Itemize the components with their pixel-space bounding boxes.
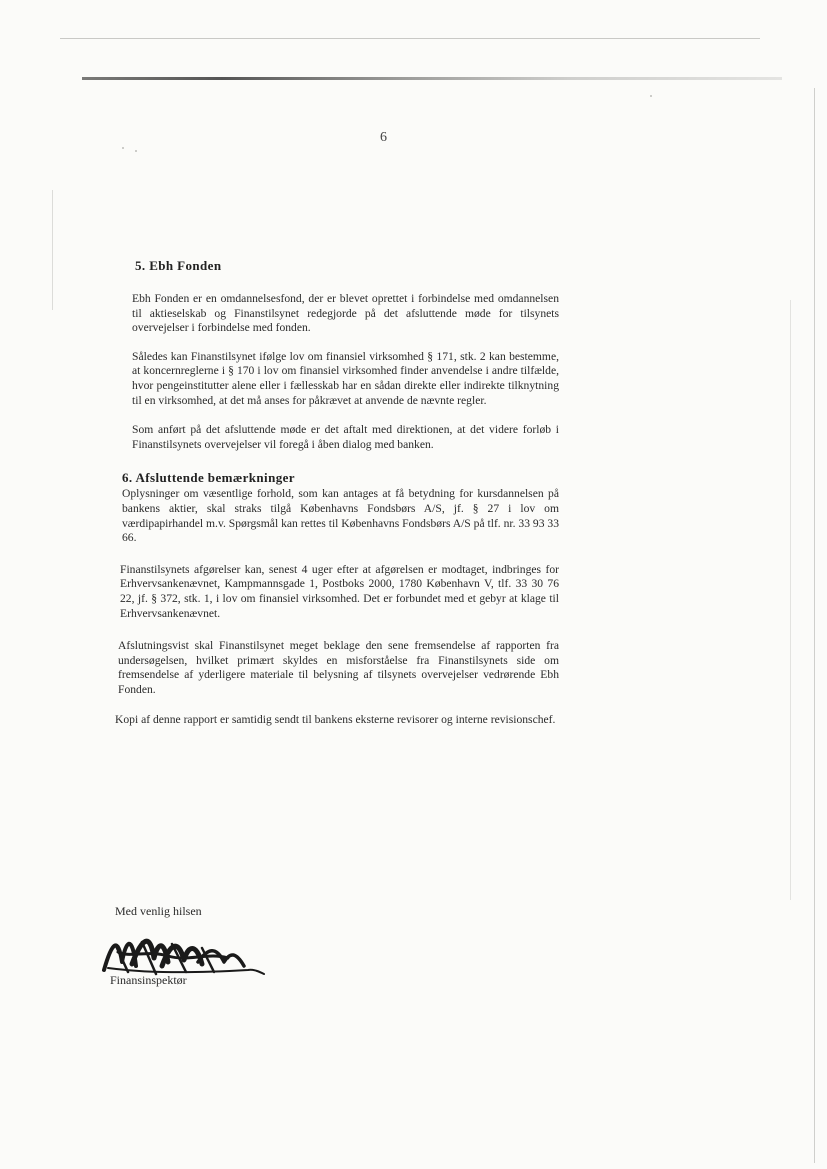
paragraph: Som anført på det afsluttende møde er det aftalt med direktionen, at det videre forløb i Finanstilsynets overvejelser vil foregå i åben dialog med banken.: [132, 423, 559, 451]
scan-speck: [135, 150, 137, 152]
paragraph: Kopi af denne rapport er samtidig sendt til bankens eksterne revisorer og interne revisionschef.: [115, 713, 556, 727]
paragraph: Finanstilsynets afgørelser kan, senest 4 uger efter at afgørelsen er modtaget, indbringes for Erhvervsankenævnet, Kampmannsgade 1, Postboks 2000, 1780 København V, tlf. 33 30 76 22, jf. § 372, stk. 1, i lov om finansiel virksomhed. Det er forbundet med et gebyr at klage til Erhvervsankenævnet.: [120, 562, 559, 620]
closing-greeting: Med venlig hilsen: [115, 904, 202, 918]
paragraph: Oplysninger om væsentlige forhold, som kan antages at få betydning for kursdannelsen på bankens aktier, skal straks tilgå Københavns Fondsbørs A/S, jf. § 27 i lov om værdipapirhandel m.v. Spørgsmål kan rettes til Københavns Fondsbørs A/S på tlf. nr. 33 93 33 66.: [122, 487, 559, 545]
scan-speck: [122, 147, 124, 149]
document-body: [115, 258, 559, 728]
section-heading: 5. Ebh Fonden: [135, 258, 222, 273]
page-number: 6: [380, 130, 387, 145]
scan-edge: [814, 88, 815, 1163]
scan-speck: [650, 95, 652, 97]
scan-artifact-bar: [82, 77, 782, 80]
signer-title: Finansinspektør: [110, 973, 187, 987]
scan-edge: [52, 190, 53, 310]
paragraph: Ebh Fonden er en omdannelsesfond, der er blevet oprettet i forbindelse med omdannelsen til aktieselskab og Finanstilsynet redegjorde på det afsluttende møde for tilsynets overvejelser i forbindelse med fonden.: [132, 292, 559, 335]
scan-artifact-line: [60, 38, 760, 39]
scan-edge: [790, 300, 791, 900]
section-heading: 6. Afsluttende bemærkninger: [122, 470, 295, 486]
paragraph: Således kan Finanstilsynet ifølge lov om finansiel virksomhed § 171, stk. 2 kan bestemme, at koncernreglerne i § 170 i lov om finansiel virksomhed finder anvendelse i andre tilfælde, hvor pengeinstitutter alene eller i fællesskab har en sådan direkte eller indirekte tilknytning til en virksomhed, at det må anses for påkrævet at anvende de nævnte regler.: [132, 349, 559, 407]
paragraph: Afslutningsvist skal Finanstilsynet meget beklage den sene fremsendelse af rapporten fra undersøgelsen, hvilket primært skyldes en misforståelse fra Finanstilsynets side om fremsendelse af yderligere materiale til belysning af tilsynets overvejelser vedrørende Ebh Fonden.: [118, 639, 559, 696]
